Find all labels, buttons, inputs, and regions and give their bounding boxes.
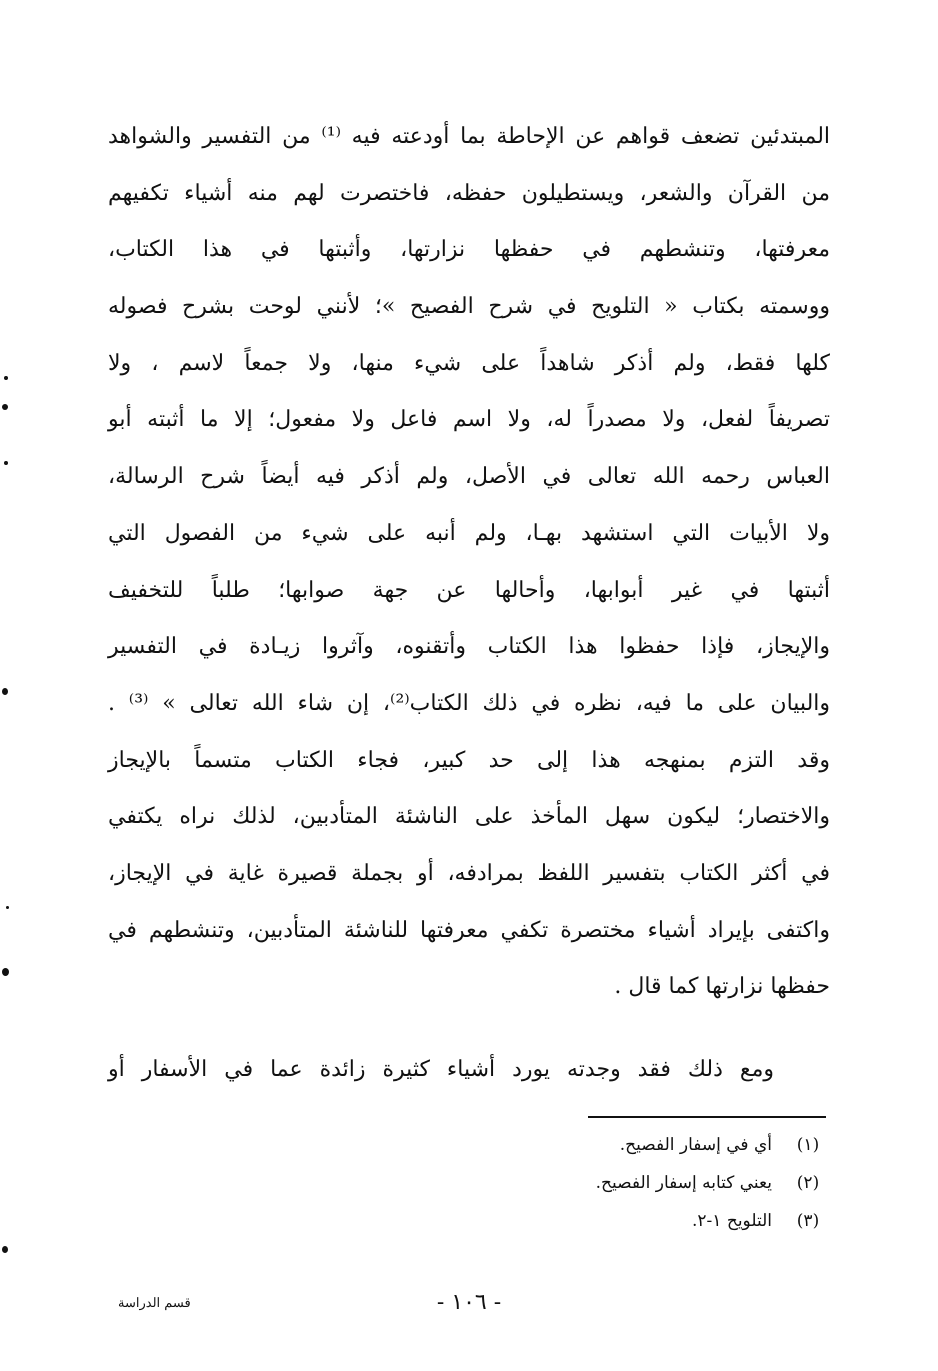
footnote-number: (٣) bbox=[796, 1211, 820, 1231]
text-line: ومع ذلك فقد وجدته يورد أشياء كثيرة زائدة عما في الأسفار أو bbox=[108, 1057, 774, 1082]
text-line: أثبتها في غير أبوابها، وأحالها عن جهة صوابها؛ طلباً للتخفيف bbox=[108, 577, 830, 603]
footnote bbox=[596, 1164, 830, 1202]
scan-speck bbox=[6, 906, 9, 909]
footnote bbox=[596, 1202, 830, 1240]
footnote-text: أي في إسفار الفصيح. bbox=[619, 1135, 772, 1155]
text-line: ولا الأبيات التي استشهد بهـا، ولم أنبه على شيء من الفصول التي bbox=[108, 520, 830, 546]
text-line: واكتفى بإيراد أشياء مختصرة تكفي معرفتها للناشئة المتأدبين، وتنشطهم في bbox=[108, 917, 830, 943]
scan-speck bbox=[4, 376, 8, 380]
footnote-text: التلويح ١-٢. bbox=[692, 1211, 772, 1231]
section-label: قسم الدراسة bbox=[118, 1296, 191, 1311]
text-line: من القرآن والشعر، ويستطيلون حفظه، فاختصرت لهم منه أشياء تكفيهم bbox=[108, 180, 830, 206]
scan-speck bbox=[2, 688, 8, 695]
text-line: حفظها نزارتها كما قال . bbox=[614, 974, 830, 1000]
footnote-number: (١) bbox=[796, 1135, 820, 1155]
footnote-separator bbox=[588, 1116, 826, 1118]
body-text bbox=[108, 118, 830, 1108]
scan-speck bbox=[4, 461, 8, 465]
text-line: معرفتها، وتنشطهم في حفظها نزارتها، وأثبتها في هذا الكتاب، bbox=[108, 237, 830, 263]
scan-speck bbox=[2, 404, 8, 410]
page-number: - ١٠٦ - bbox=[436, 1290, 502, 1315]
footnotes bbox=[596, 1126, 830, 1240]
text-line: كلها فقط، ولم أذكر شاهداً على شيء منها، ولا جمعاً لاسم ، ولا bbox=[108, 350, 830, 376]
footnote bbox=[596, 1126, 830, 1164]
paragraph-gap bbox=[108, 1025, 830, 1051]
text-line: ووسمته بكتاب « التلويح في شرح الفصيح »؛ لأنني لوحت بشرح فصوله bbox=[108, 294, 830, 320]
text-line: والبيان على ما فيه، نظره في ذلك الكتاب⁽²⁾، إن شاء الله تعالى » ⁽³⁾ . bbox=[108, 690, 831, 716]
text-line: وقد التزم بمنهجه هذا إلى حد كبير، فجاء الكتاب متسماً بالإيجاز bbox=[108, 747, 830, 773]
text-line: المبتدئين تضعف قواهم عن الإحاطة بما أودعته فيه ⁽¹⁾ من التفسير والشواهد bbox=[108, 124, 831, 149]
footnote-number: (٢) bbox=[796, 1173, 820, 1193]
scan-speck bbox=[2, 1246, 8, 1253]
text-line: والإيجاز، فإذا حفظوا هذا الكتاب وأتقنوه، وآثروا زيـادة في التفسير bbox=[108, 634, 830, 660]
scan-speck bbox=[2, 968, 9, 976]
text-line: العباس رحمه الله تعالى في الأصل، ولم أذكر فيه أيضاً شرح الرسالة، bbox=[108, 464, 830, 490]
text-line: تصريفاً لفعل، ولا مصدراً له، ولا اسم فاعل ولا مفعول؛ إلا ما أثبته أبو bbox=[108, 407, 830, 433]
text-line: والاختصار؛ ليكون سهل المأخذ على الناشئة المتأدبين، لذلك نراه يكتفي bbox=[108, 804, 830, 830]
footnote-text: يعني كتابه إسفار الفصيح. bbox=[595, 1173, 772, 1193]
text-line: في أكثر الكتاب بتفسير اللفظ بمرادفه، أو بجملة قصيرة غاية في الإيجاز، bbox=[108, 860, 830, 886]
